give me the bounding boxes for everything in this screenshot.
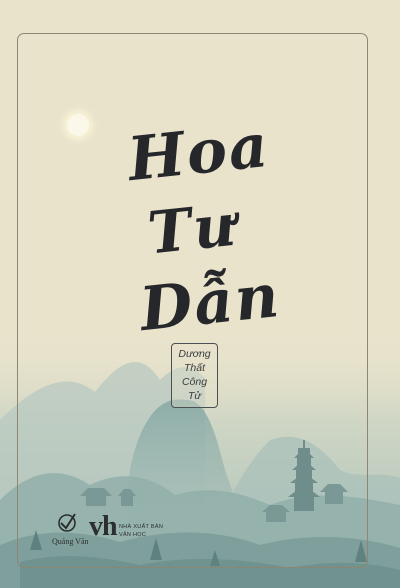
author-line-3: Công — [181, 376, 208, 388]
title-line-2: Tư — [144, 190, 241, 268]
title-line-1: Hoa — [124, 110, 273, 196]
author-box — [171, 343, 218, 408]
title-line-3: Dẫn — [136, 260, 284, 346]
author-line-4: Tử — [187, 390, 202, 402]
publisher-line-2: VĂN HỌC — [119, 532, 147, 538]
author-line-1: Dương — [178, 348, 211, 360]
quang-van-name: Quảng Văn — [52, 537, 89, 546]
vh-logo: vh — [89, 511, 117, 542]
author-line-2: Thất — [183, 362, 205, 374]
publisher-line-1: NHÀ XUẤT BẢN — [119, 524, 164, 530]
